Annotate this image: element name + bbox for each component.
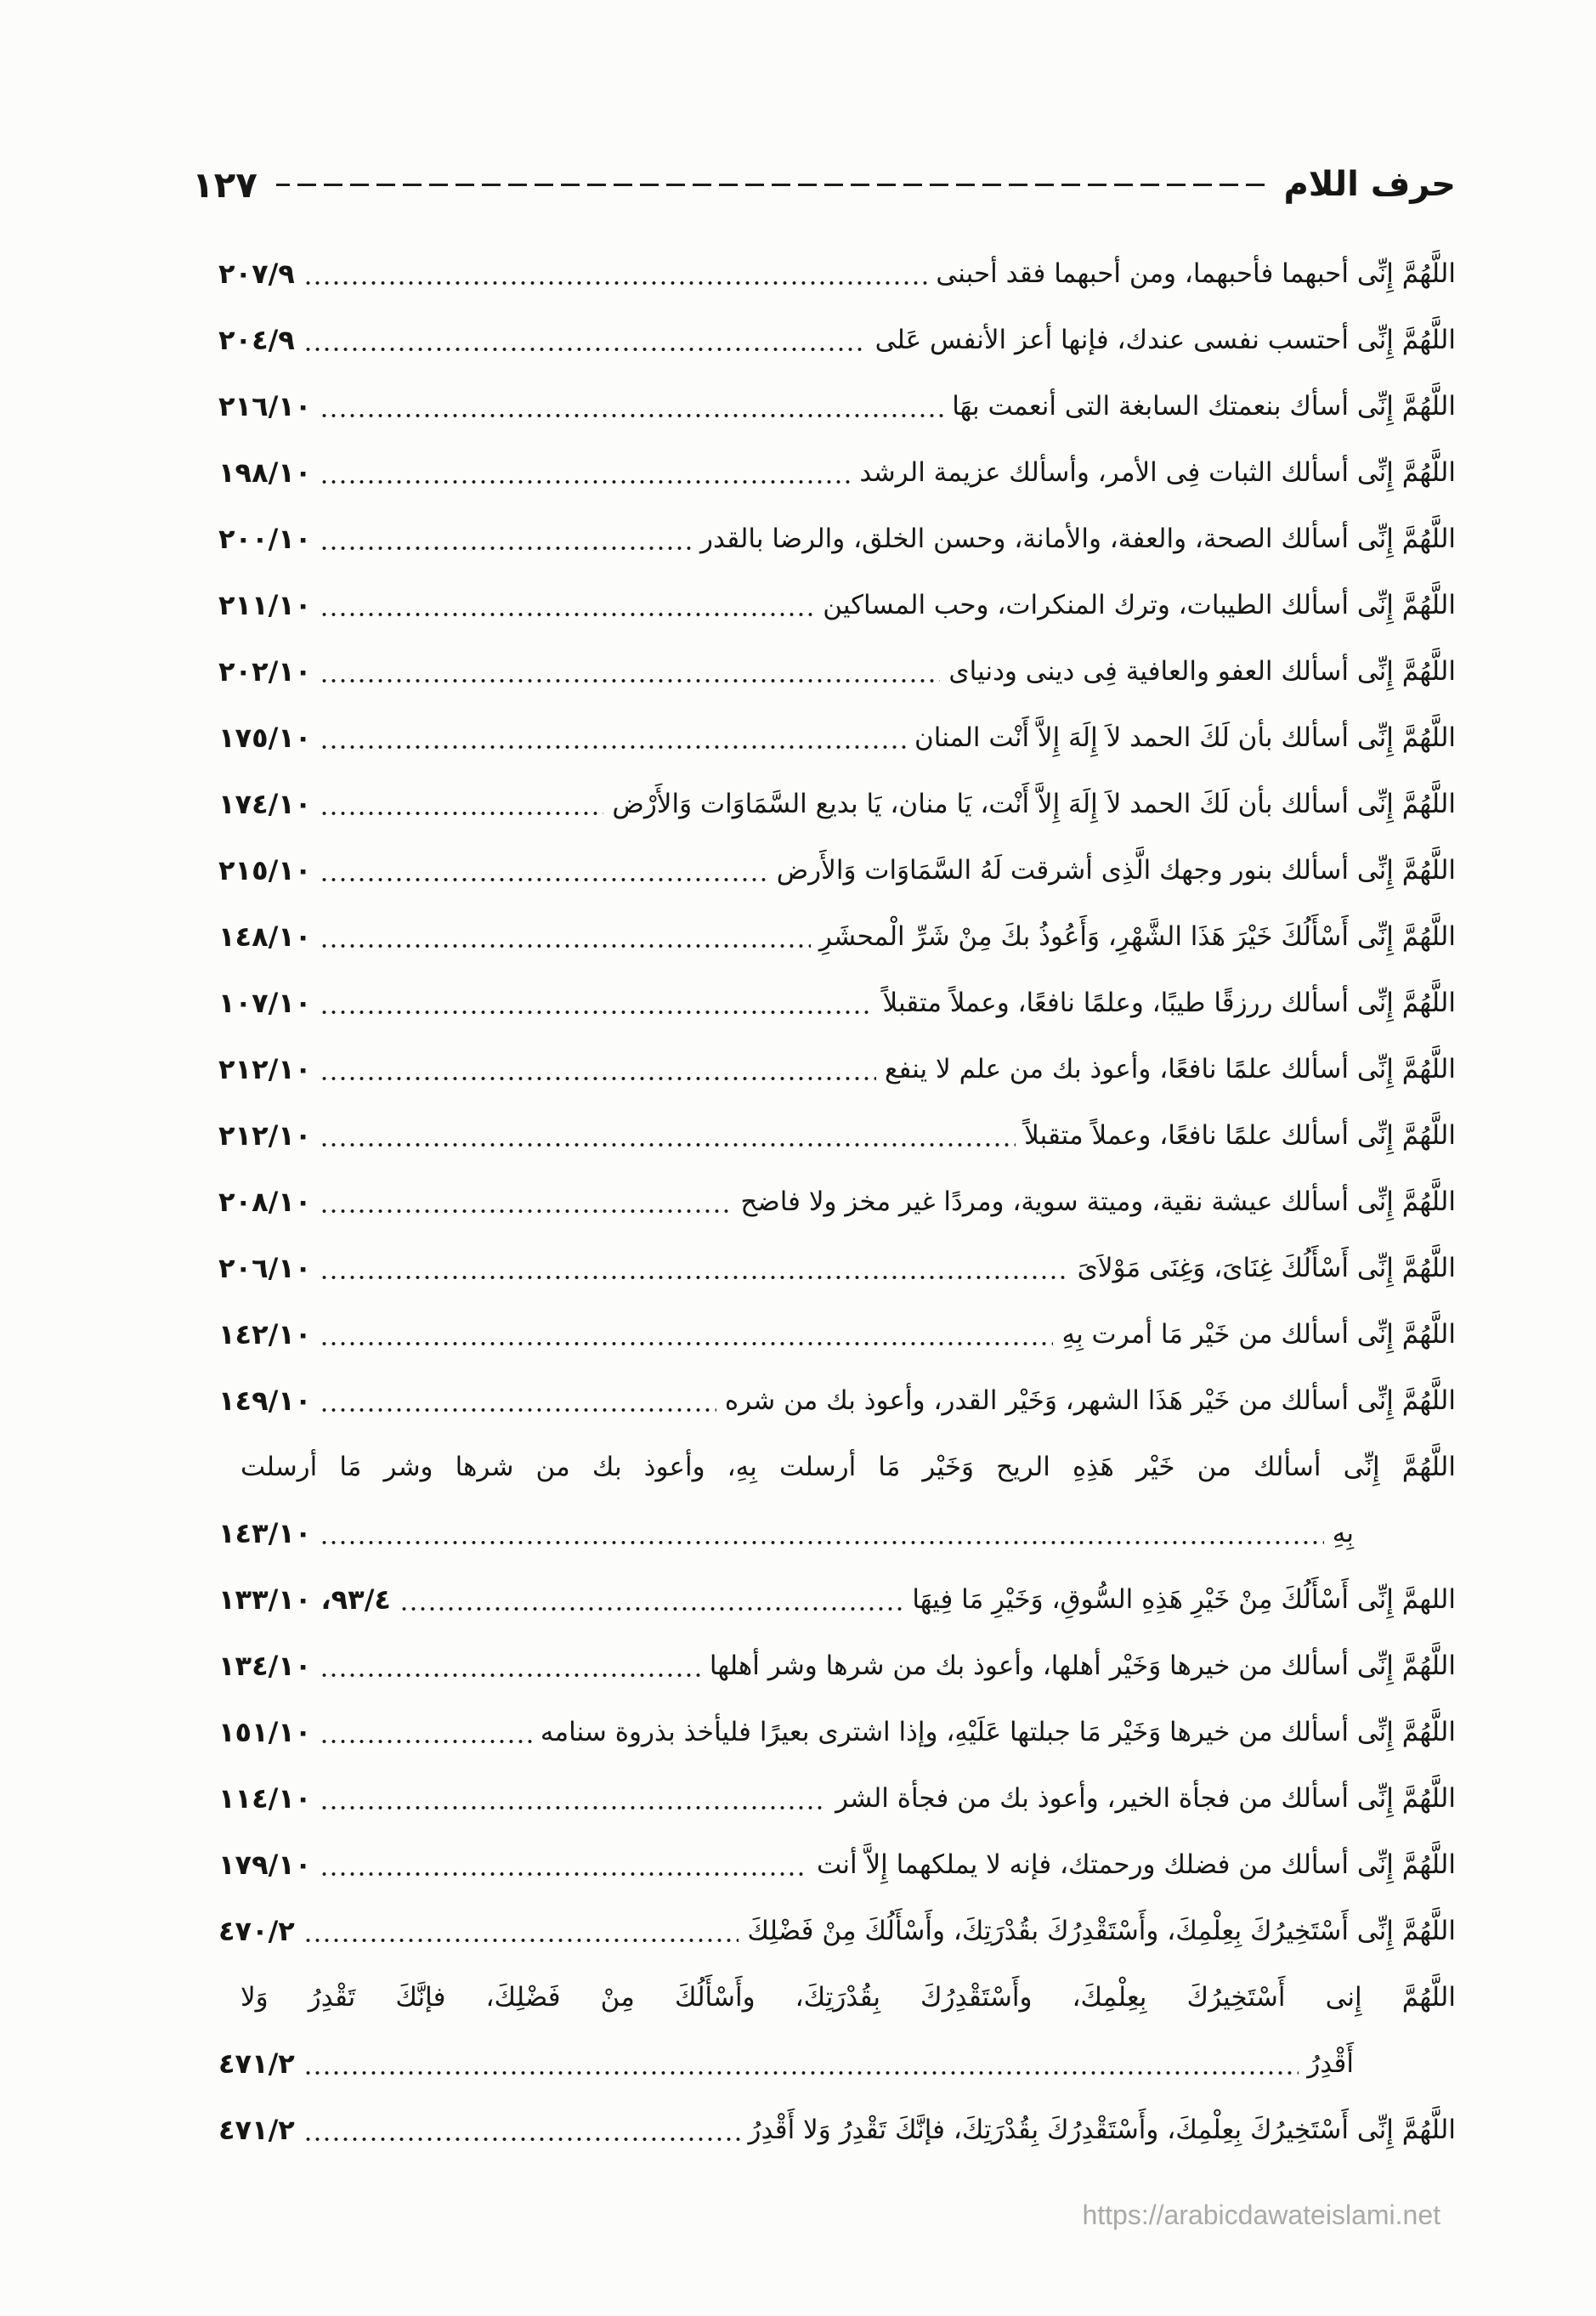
entry-text: اللَّهُمَّ إِنِّى أسألك بنور وجهك الَّذِى أشرقت لَهُ السَّمَاوَات وَالأَرض [776,855,1456,886]
page-number: ١٢٧ [192,163,258,206]
index-entry [218,837,1456,903]
index-entry [218,1566,1456,1633]
dot-leader [320,812,603,815]
dot-leader [320,1077,876,1080]
dot-leader [320,1342,1053,1345]
entry-text: اللَّهُمَّ إِنِّى أسألك العفو والعافية فِى دينى ودنياى [948,656,1456,687]
index-entry [218,1699,1456,1765]
index-entry [218,1036,1456,1102]
index-entry [218,1765,1456,1832]
entry-text: اللَّهُمَّ إِنِّى أسألك من خَيْر هَذِهِ الريح وَخَيْر مَا أرسلت بِهِ، وأعوذ بك من شرها وشر مَا أرسلت [241,1452,1456,1482]
entry-reference: ٢٠٧/٩ [218,258,295,290]
dot-leader [303,1939,739,1942]
dot-leader [320,1740,532,1743]
dot-leader [320,1541,1323,1544]
index-list [218,241,1456,2163]
index-entry-line-1 [218,1434,1456,1500]
dot-leader [320,1011,874,1014]
dot-leader [320,944,811,948]
dot-leader [320,613,814,616]
entry-text: اللَّهُمَّ إِنِّى أَسْتَخِيرُكَ بِعِلْمِكَ، وأَسْتَقْدِرُكَ بِقُدْرَتِكَ، فإنَّكَ تَقْدِرُ وَلا أَقْدِرُ [748,2115,1456,2145]
dot-leader [320,1408,716,1412]
dot-leader [320,1872,808,1876]
index-entry [218,307,1456,373]
watermark-url: https://arabicdawateislami.net [1082,2200,1440,2230]
index-entry [218,970,1456,1036]
entry-text: اللَّهُمَّ إِنِّى أسألك بأن لَكَ الحمد لاَ إِلَهَ إِلاَّ أَنْت، يَا منان، يَا بديع السَّمَاوَات وَالأَرْض [612,789,1456,819]
entry-text: اللَّهُمَّ إِنِّى أسألك من فجأة الخير، وأعوذ بك من فجأة الشر [835,1783,1456,1814]
entry-continuation-text: أَقْدِرُ [1307,2048,1354,2079]
dot-leader [320,1673,701,1677]
entry-reference: ٤٧١/٢ [218,2047,295,2080]
entry-text: اللَّهُمَّ إِنِّى أحبهما فأحبهما، ومن أحبهما فقد أحبنى [936,258,1456,289]
entry-reference: ٢١٦/١٠ [218,390,312,422]
index-entry [218,638,1456,705]
index-entry [218,241,1456,307]
entry-reference: ١٠٧/١٠ [218,987,312,1019]
entry-reference: ١٤٢/١٠ [218,1318,312,1351]
index-entry [218,1832,1456,1898]
index-entry [218,1898,1456,1964]
index-entry [218,1633,1456,1699]
index-entry [218,1102,1456,1169]
entry-reference: ٤٧٠/٢ [218,1915,295,1947]
entry-text: اللَّهُمَّ إِنِّى أَسْأَلُكَ غِنَاىَ، وَغِنَى مَوْلاَىَ [1077,1253,1456,1283]
entry-reference: ١٧٤/١٠ [218,788,312,820]
index-entry [218,1368,1456,1434]
dot-leader [320,878,767,881]
entry-reference: ٢١٢/١٠ [218,1053,312,1085]
entry-reference: ٢٠٤/٩ [218,324,295,356]
entry-text: اللَّهُمَّ إِنِّى أسألك علمًا نافعًا، وعملاً متقبلاً [1024,1120,1456,1151]
index-entry [218,1169,1456,1235]
entry-reference: ١٥١/١٠ [218,1716,312,1748]
entry-reference: ٢٠٠/١٠ [218,523,312,555]
entry-text: اللَّهُمَّ إِنى أَسْتَخِيرُكَ بِعِلْمِكَ، وأَسْتَقْدِرُكَ بِقُدْرَتِكَ، وأَسْأَلُكَ مِنْ فَضْلِكَ، فإنَّكَ تَقْدِرُ وَلا [241,1982,1456,2013]
entry-text: اللَّهُمَّ إِنِّى أحتسب نفسى عندك، فإنها أعز الأنفس عَلى [874,325,1456,355]
dot-leader [320,1806,827,1809]
index-entry-line-2 [218,1500,1456,1566]
dot-leader [320,745,906,749]
entry-reference: ١٧٥/١٠ [218,722,312,754]
dot-leader [320,1276,1068,1279]
dot-leader [320,414,943,417]
entry-reference: ٢٠٢/١٠ [218,655,312,688]
entry-text: اللَّهُمَّ إِنِّى أسألك من فضلك ورحمتك، فإنه لا يملكهما إِلاَّ أنت [816,1849,1456,1880]
dot-leader [303,281,928,285]
dot-leader [320,480,851,484]
dot-leader [303,2138,740,2141]
entry-text: اللَّهُمَّ إِنِّى أسألك من خيرها وَخَيْر مَا جبلتها عَلَيْهِ، وإذا اشترى بعيرًا فليأخذ بذروة سنامه [540,1717,1456,1747]
dot-leader [320,1209,732,1213]
entry-text: اللَّهُمَّ إِنِّى أَسْتَخِيرُكَ بِعِلْمِكَ، وأَسْتَقْدِرُكَ بقُدْرَتِكَ، وأَسْأَلُكَ مِنْ فَضْلِكَ [747,1916,1456,1946]
entry-text: اللَّهُمَّ إِنِّى أسألك من خَيْر مَا أمرت بِهِ [1061,1319,1456,1350]
index-entry [218,439,1456,506]
dot-leader [320,679,940,682]
dot-leader [320,546,692,550]
entry-text: اللَّهُمَّ إِنِّى أسألك ررزقًا طيبًا، وعلمًا نافعًا، وعملاً متقبلاً [882,988,1456,1018]
entry-text: اللَّهُمَّ إِنِّى أسألك علمًا نافعًا، وأعوذ بك من علم لا ينفع [885,1054,1456,1084]
entry-text: اللَّهُمَّ إِنِّى أسألك الصحة، والعفة، والأمانة، وحسن الخلق، والرضا بالقدر [700,524,1456,554]
index-entry [218,1235,1456,1301]
entry-reference: ٤٧١/٢ [218,2114,295,2146]
running-header [192,150,1456,218]
entry-text: اللَّهُمَّ إِنِّى أسألك من خيرها وَخَيْر أهلها، وأعوذ بك من شرها وشر أهلها [709,1651,1456,1681]
entry-reference: ٢٠٦/١٠ [218,1252,312,1284]
header-dash-rule [276,184,1265,186]
dot-leader [303,2071,1299,2075]
entry-text: اللَّهُمَّ إِنِّى أسأك بنعمتك السابغة التى أنعمت بهَا [952,391,1456,422]
index-entry [218,506,1456,572]
dot-leader [320,1143,1016,1147]
entry-continuation-text: بِهِ [1332,1518,1354,1549]
index-entry [218,373,1456,439]
entry-reference: ٩٣/٤، ١٣٣/١٠ [218,1583,391,1616]
section-title: حرف اللام [1283,165,1456,204]
entry-reference: ١٣٤/١٠ [218,1650,312,1682]
entry-reference: ١٤٣/١٠ [218,1517,312,1549]
entry-reference: ١٩٨/١٠ [218,456,312,489]
entry-reference: ١٤٩/١٠ [218,1385,312,1417]
index-entry [218,1301,1456,1368]
index-entry-line-2 [218,2030,1456,2097]
dot-leader [303,348,867,351]
entry-reference: ١٤٨/١٠ [218,920,312,953]
entry-text: اللَّهُمَّ إِنِّى أسألك بأن لَكَ الحمد لاَ إِلَهَ إِلاَّ أَنْت المنان [914,722,1456,753]
index-entry [218,2097,1456,2163]
entry-reference: ٢١٢/١٠ [218,1119,312,1152]
entry-text: اللهمَّ إِنِّى أَسْأَلُكَ مِنْ خَيْرِ هَذِهِ السُّوقِ، وَخَيْرِ مَا فِيهَا [912,1584,1456,1615]
entry-reference: ٢١٥/١٠ [218,854,312,886]
entry-text: اللَّهُمَّ إِنِّى أسألك عيشة نقية، وميتة سوية، ومردًا غير مخز ولا فاضح [740,1186,1456,1217]
entry-text: اللَّهُمَّ إِنِّى أسألك الثبات فِى الأمر، وأسألك عزيمة الرشد [859,457,1456,488]
dot-leader [399,1607,903,1611]
entry-reference: ١١٤/١٠ [218,1782,312,1815]
index-entry-line-1 [218,1964,1456,2030]
index-entry [218,572,1456,638]
index-entry [218,903,1456,970]
entry-reference: ١٧٩/١٠ [218,1849,312,1881]
entry-text: اللَّهُمَّ إِنِّى أسألك الطيبات، وترك المنكرات، وحب المساكين [823,590,1456,620]
entry-text: اللَّهُمَّ إِنِّى أسألك من خَيْر هَذَا الشهر، وَخَيْر القدر، وأعوذ بك من شره [724,1385,1456,1416]
entry-reference: ٢٠٨/١٠ [218,1186,312,1218]
entry-reference: ٢١١/١٠ [218,589,312,621]
index-entry [218,705,1456,771]
index-entry [218,771,1456,837]
entry-text: اللَّهُمَّ إِنِّى أَسْأَلُكَ خَيْرَ هَذَا الشَّهْرِ، وَأَعُوذُ بكَ مِنْ شَرِّ الْمحشَرِ [818,921,1456,952]
